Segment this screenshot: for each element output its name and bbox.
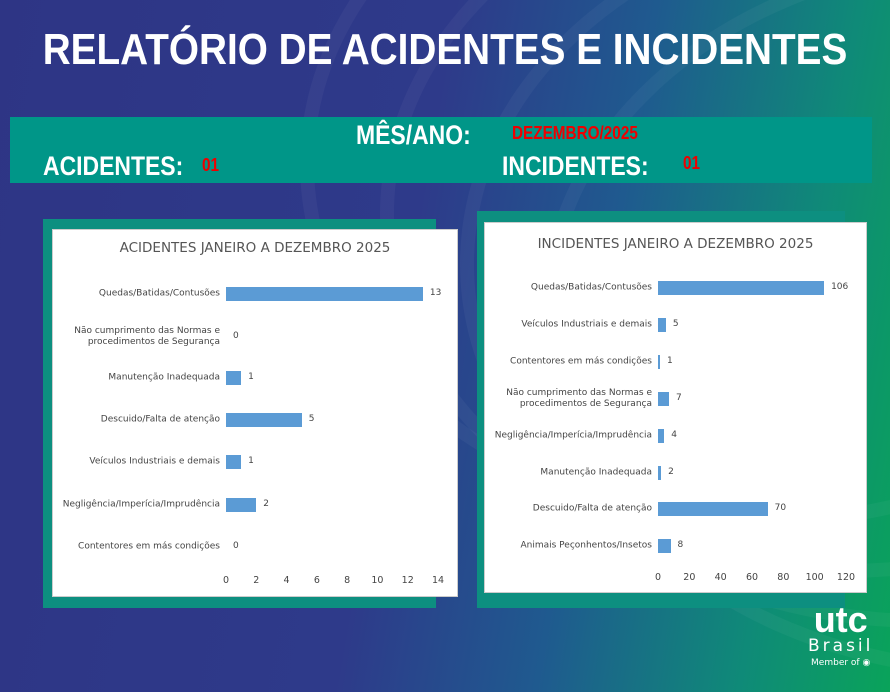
category-label: Contentores em más condições	[510, 356, 652, 367]
x-tick-label: 20	[683, 572, 696, 583]
x-tick-label: 14	[431, 575, 445, 586]
category-label: Contentores em más condições	[78, 541, 220, 552]
summary-banner	[10, 117, 872, 183]
group-icon: ◉	[862, 658, 871, 668]
data-label: 2	[668, 467, 674, 477]
data-label: 0	[233, 541, 239, 551]
category-label: Quedas/Batidas/Contusões	[530, 282, 652, 293]
data-label: 1	[248, 456, 254, 466]
bar	[658, 466, 661, 480]
chart-title: ACIDENTES JANEIRO A DEZEMBRO 2025	[119, 240, 391, 256]
category-label: Veículos Industriais e demais	[521, 319, 652, 330]
category-label: Descuido/Falta de atenção	[532, 503, 652, 514]
data-label: 4	[671, 430, 677, 440]
category-label: Negligência/Imperícia/Imprudência	[62, 499, 220, 510]
bar	[226, 413, 302, 427]
bar	[658, 318, 666, 332]
category-label: Descuido/Falta de atenção	[100, 414, 220, 425]
x-tick-label: 8	[344, 575, 351, 586]
data-label: 5	[308, 414, 315, 424]
data-label: 0	[233, 331, 239, 341]
category-label: Manutenção Inadequada	[108, 372, 220, 383]
incidents-label: INCIDENTES:	[502, 151, 649, 181]
utc-brasil-logo	[808, 599, 874, 670]
category-label: Quedas/Batidas/Contusões	[98, 288, 220, 299]
chart-title: INCIDENTES JANEIRO A DEZEMBRO 2025	[537, 236, 814, 252]
category-label: Negligência/Imperícia/Imprudência	[494, 430, 652, 441]
month-value: DEZEMBRO/2025	[512, 123, 638, 143]
x-tick-label: 12	[401, 575, 414, 586]
data-label: 106	[831, 282, 849, 292]
data-label: 70	[774, 503, 787, 513]
logo-member-row	[808, 656, 873, 670]
category-label: Manutenção Inadequada	[540, 467, 652, 478]
x-tick-label: 6	[313, 575, 320, 586]
x-tick-label: 60	[745, 572, 759, 583]
bar	[658, 355, 660, 369]
incidents-chart	[484, 222, 867, 593]
accidents-label: ACIDENTES:	[43, 151, 184, 181]
logo-member: Member of	[811, 658, 860, 668]
bar	[658, 281, 824, 295]
bar	[226, 371, 241, 385]
x-tick-label: 10	[371, 575, 384, 586]
logo-sub: Brasil	[808, 636, 874, 656]
x-tick-label: 0	[654, 572, 662, 583]
bar	[658, 429, 664, 443]
data-label: 13	[429, 288, 442, 298]
x-tick-label: 4	[283, 575, 290, 586]
logo-brand: utc	[813, 599, 868, 640]
data-label: 8	[677, 540, 684, 550]
month-label: MÊS/ANO:	[356, 120, 471, 150]
data-label: 2	[263, 499, 270, 509]
accidents-value: 01	[202, 155, 220, 175]
data-label: 7	[675, 393, 682, 403]
data-label: 1	[248, 372, 254, 382]
incidents-value: 01	[683, 153, 701, 173]
category-label: Animais Peçonhentos/Insetos	[520, 540, 652, 551]
data-label: 5	[672, 319, 679, 329]
x-tick-label: 40	[714, 572, 727, 583]
x-tick-label: 0	[222, 575, 230, 586]
category-label: Não cumprimento das Normas e procedimentos de Segurança	[74, 326, 220, 347]
x-tick-label: 100	[805, 572, 824, 583]
bar	[658, 392, 669, 406]
bar	[658, 539, 671, 553]
x-tick-label: 120	[836, 572, 856, 583]
bar	[226, 287, 423, 301]
x-tick-label: 2	[253, 575, 260, 586]
category-label: Veículos Industriais e demais	[89, 456, 220, 467]
bar	[226, 498, 256, 512]
x-tick-label: 80	[777, 572, 790, 583]
bar	[658, 502, 768, 516]
data-label: 1	[667, 356, 673, 366]
bar	[226, 455, 241, 469]
accidents-chart	[52, 229, 458, 597]
category-label: Não cumprimento das Normas e procedimentos de Segurança	[506, 388, 652, 409]
page-title: RELATÓRIO DE ACIDENTES E INCIDENTES	[42, 25, 848, 74]
